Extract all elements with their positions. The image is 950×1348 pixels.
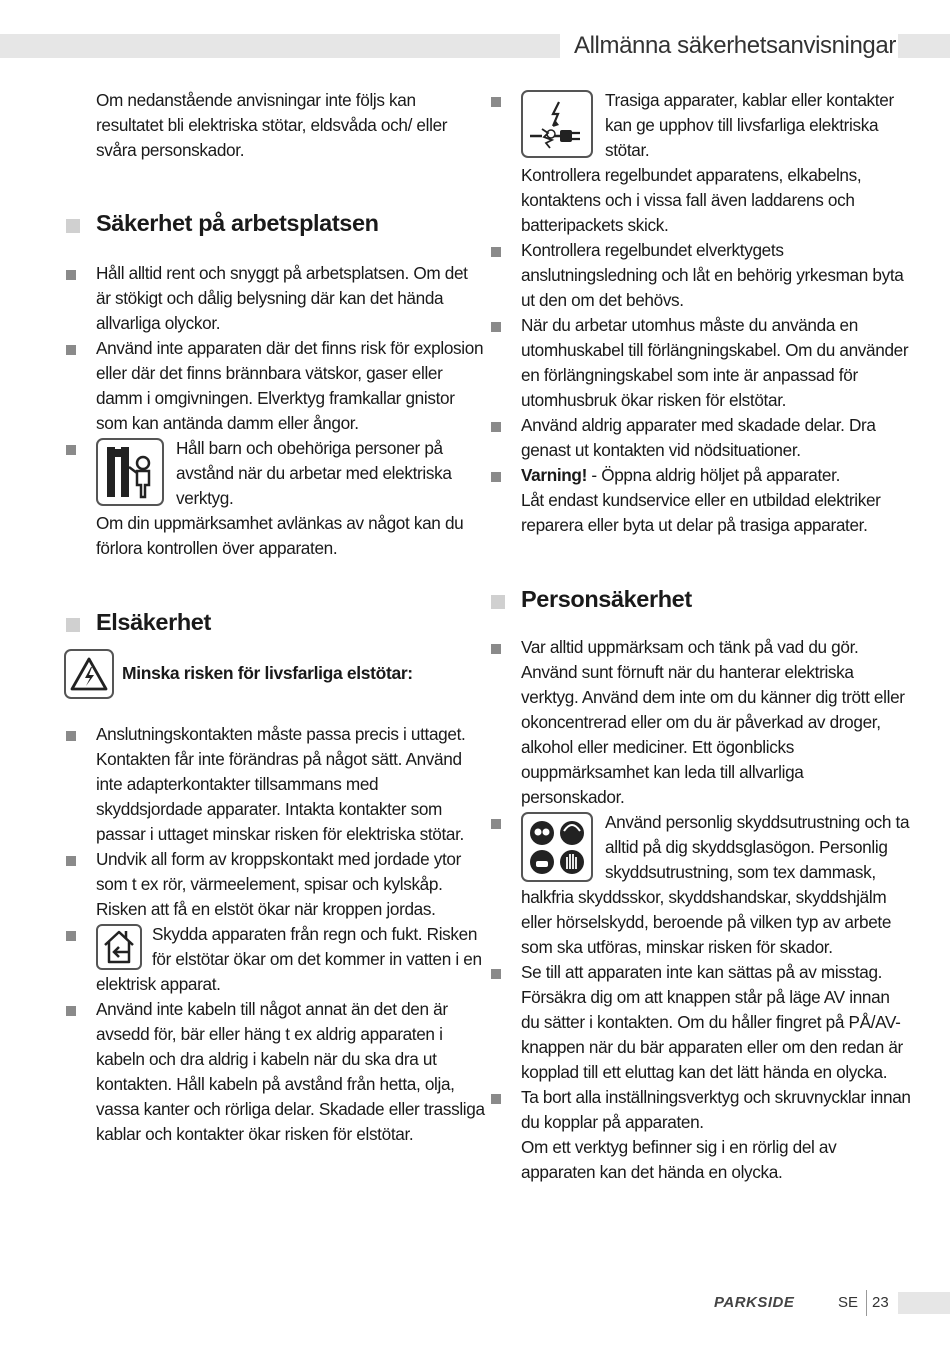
bullet <box>491 422 501 432</box>
indoor-use-icon <box>96 924 142 970</box>
list-item-damaged: Trasiga apparater, kablar eller kontakter kan ge upphov till livsfarliga elektriska stötar. Kontrollera regelbundet apparatens, elkabelns, kontaktens och i vissa fall även laddarens och batteripackets skick. <box>521 88 911 238</box>
header-bar-end <box>898 34 950 58</box>
page-number: 23 <box>872 1294 889 1311</box>
bullet <box>491 322 501 332</box>
electrical-list <box>96 722 486 1147</box>
list-item: Använd inte kabeln till något annat än det den är avsedd för, bär eller häng t ex aldrig apparaten i kabeln och dra aldrig i kabeln när du ska dra ut kontakten. Håll kabeln på avstånd från hetta, olja, vassa kanter och rörliga delar. Skadade eller trassliga kablar och kontakter ökar risken för elstötar. <box>96 997 486 1147</box>
list-item: Var alltid uppmärksam och tänk på vad du gör. Använd sunt förnuft när du hanterar elektriska verktyg. Använd dem inte om du känner dig trött eller okoncentrerad eller om du är påverkad av droger, alkohol eller mediciner. Ett ögonblicks ouppmärksamhet kan leda till allvarliga personskador. <box>521 635 911 810</box>
list-item-warning: Varning! - Öppna aldrig höljet på apparater. Låt endast kundservice eller en utbildad elektriker reparera eller byta ut delar på trasiga apparater. <box>521 463 911 538</box>
protective-equipment-icon <box>521 812 593 882</box>
left-column <box>96 88 486 1147</box>
bullet <box>491 644 501 654</box>
bullet <box>66 731 76 741</box>
language-code: SE <box>838 1294 859 1311</box>
footer-bar <box>898 1292 950 1314</box>
list-item-children: Håll barn och obehöriga personer på avstånd när du arbetar med elektriska verktyg. Om din uppmärksamhet avlänkas av något kan du förlora kontrollen över apparaten. <box>96 436 486 561</box>
list-item: Håll alltid rent och snyggt på arbetsplatsen. Om det är stökigt och dålig belysning där kan det hända allvarliga olyckor. <box>96 261 486 336</box>
personal-heading-text: Personsäkerhet <box>521 586 692 612</box>
personal-list <box>521 635 911 1185</box>
list-item: Anslutningskontakten måste passa precis i uttaget. Kontakten får inte förändras på något sätt. Använd inte adapterkontakter tillsammans med skyddsjordade apparater. Intakta kontakter som passar i uttaget minskar risken för elektriska stötar. <box>96 722 486 847</box>
list-item: När du arbetar utomhus måste du använda en utomhuskabel till förlängningskabel. Om du använder en förlängningskabel som inte är anpassad för utomhusbruk ökar risken för elstötar. <box>521 313 911 413</box>
electrical-heading-text: Elsäkerhet <box>96 609 211 635</box>
heading-bullet <box>66 618 80 632</box>
workplace-list <box>96 261 486 561</box>
heading-bullet <box>491 595 505 609</box>
bullet <box>491 472 501 482</box>
right-column <box>521 88 911 1185</box>
bullet <box>66 445 76 455</box>
bullet <box>491 97 501 107</box>
bullet <box>66 345 76 355</box>
workplace-heading <box>96 208 486 238</box>
bullet <box>66 856 76 866</box>
intro-paragraph: Om nedanstående anvisningar inte följs kan resultatet bli elektriska stötar, eldsvåda och/ eller svåra personskador. <box>96 90 448 160</box>
list-item: Använd aldrig apparater med skadade delar. Dra genast ut kontakten vid nödsituationer. <box>521 413 911 463</box>
brand-logo: PARKSIDE <box>714 1294 795 1311</box>
damaged-cable-icon <box>521 90 593 158</box>
list-item: Undvik all form av kroppskontakt med jordade ytor som t ex rör, värmeelement, spisar och kylskåp. Risken att få en elstöt ökar när kroppen jordas. <box>96 847 486 922</box>
list-item-tools: Ta bort alla inställningsverktyg och skruvnycklar innan du kopplar på apparaten. Om ett verktyg befinner sig i en rörlig del av apparaten kan det hända en olycka. <box>521 1085 911 1185</box>
child-warning-icon <box>96 438 164 506</box>
high-voltage-warning-icon <box>64 649 114 699</box>
list-item-moisture: Skydda apparaten från regn och fukt. Risken för elstötar ökar om det kommer in vatten i en elektrisk apparat. <box>96 922 486 997</box>
warning-text: Minska risken för livsfarliga elstötar: <box>122 663 413 683</box>
bullet <box>66 931 76 941</box>
bullet <box>491 1094 501 1104</box>
workplace-heading-text: Säkerhet på arbetsplatsen <box>96 210 379 236</box>
electrical-warning <box>64 649 486 701</box>
list-item: Kontrollera regelbundet elverktygets anslutningsledning och låt en behörig yrkesman byta ut den om det behövs. <box>521 238 911 313</box>
bullet <box>491 247 501 257</box>
bullet <box>491 819 501 829</box>
list-item: Se till att apparaten inte kan sättas på av misstag. Försäkra dig om att knappen står på läge AV innan du sätter i kontakten. Om du håller fingret på PÅ/AV-knappen när du bär apparaten eller om den redan är kopplad till ett eluttag kan det lätt hända en olycka. <box>521 960 911 1085</box>
bullet <box>66 270 76 280</box>
header-bar <box>0 34 560 58</box>
list-item-ppe: Använd personlig skyddsutrustning och ta alltid på dig skyddsglasögon. Personlig skyddsutrustning, som tex dammask, halkfria skyddsskor, skyddshandskar, skyddshjälm eller hörselskydd, beroende på vilken typ av arbete som ska utföras, minskar risken för skador. <box>521 810 911 960</box>
heading-bullet <box>66 219 80 233</box>
bullet <box>66 1006 76 1016</box>
bullet <box>491 969 501 979</box>
electrical-heading <box>96 607 486 637</box>
footer-divider <box>866 1290 867 1316</box>
page-title: Allmänna säkerhetsanvisningar <box>574 32 896 59</box>
personal-heading <box>521 584 911 614</box>
list-item: Använd inte apparaten där det finns risk för explosion eller där det finns brännbara vätskor, gaser eller damm i omgivningen. Elverktyg framkallar gnistor som kan antända damm eller ångor. <box>96 336 486 436</box>
